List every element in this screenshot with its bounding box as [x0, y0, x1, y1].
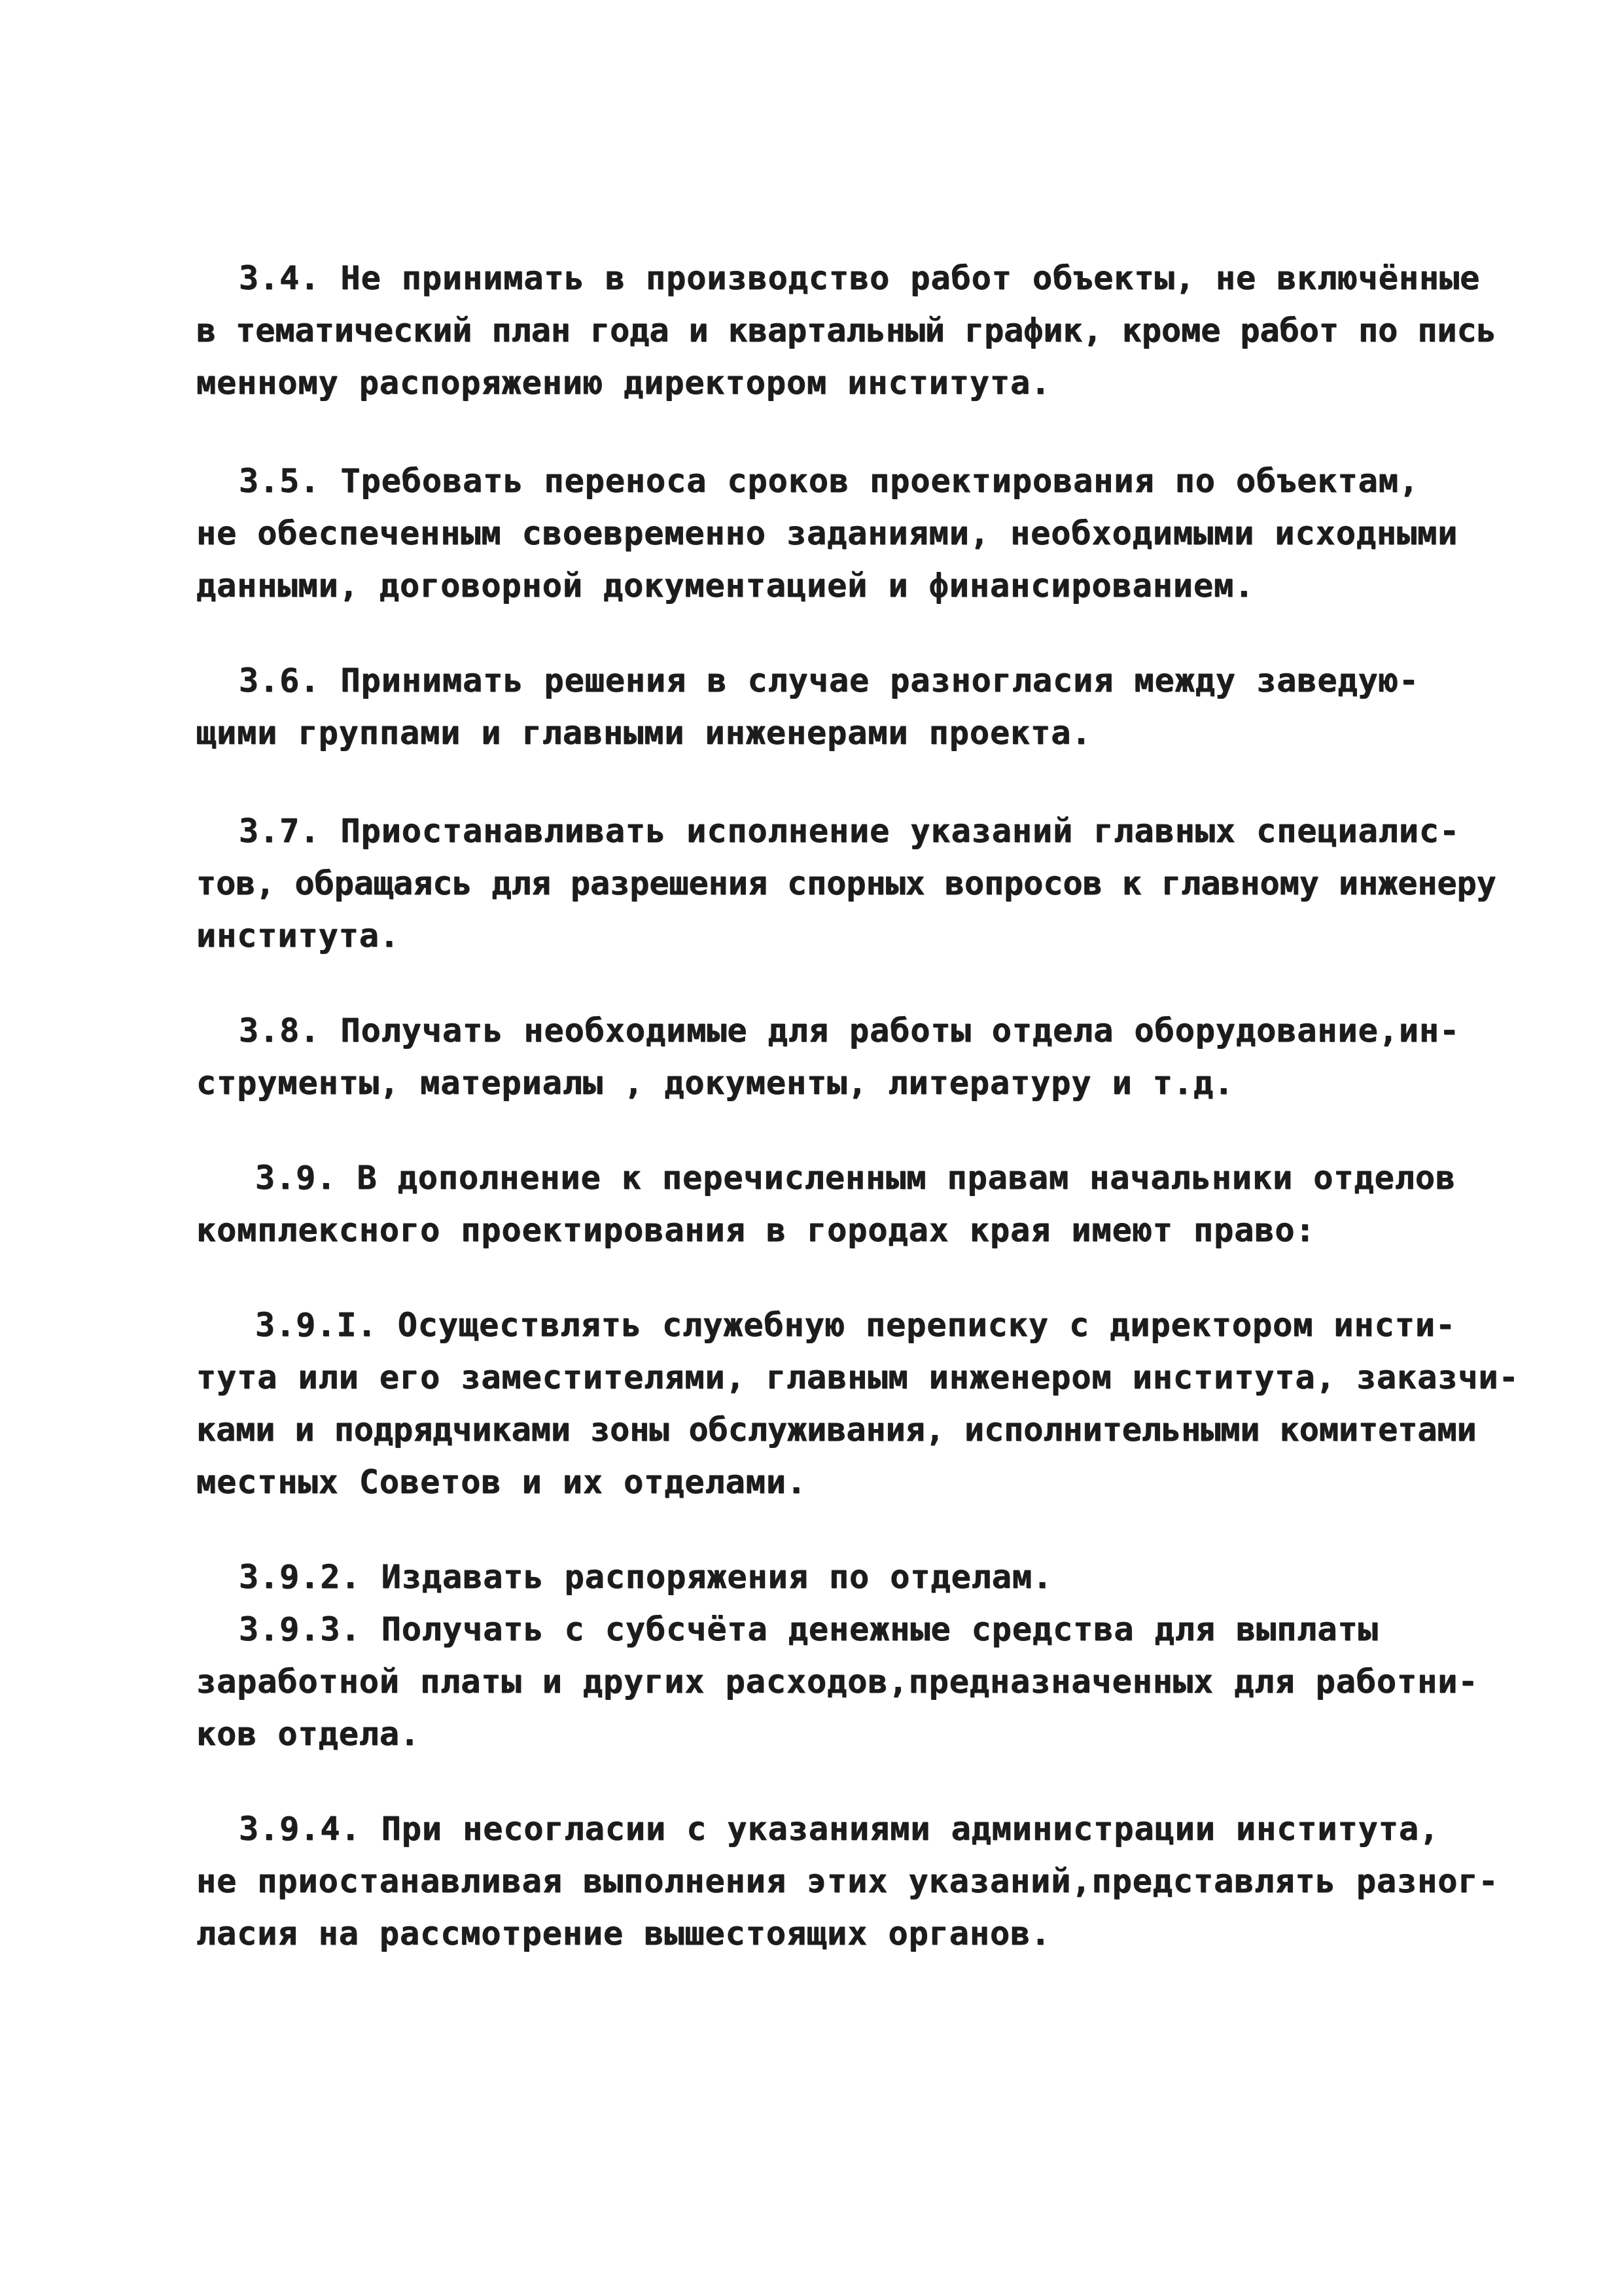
paragraph-3-5-line-3: данными, договорной документацией и финансированием.: [196, 567, 1255, 605]
paragraph-3-9-1-line-2: тута или его заместителями, главным инженером института, заказчи-: [196, 1358, 1519, 1396]
paragraph-3-9-4-line-3: ласия на рассмотрение вышестоящих органов.: [196, 1915, 1051, 1952]
paragraph-3-9-line-2: комплексного проектирования в городах края имеют право:: [196, 1211, 1316, 1249]
paragraph-3-8-line-1: 3.8. Получать необходимые для работы отдела оборудование,ин-: [239, 1012, 1460, 1050]
paragraph-3-5-line-1: 3.5. Требовать переноса сроков проектирования по объектам,: [239, 462, 1419, 500]
paragraph-3-9-4-line-1: 3.9.4. При несогласии с указаниями администрации института,: [239, 1810, 1440, 1848]
paragraph-3-9-3-line-2: заработной платы и других расходов,предназначенных для работни-: [196, 1663, 1479, 1701]
paragraph-3-4-line-3: менному распоряжению директором института.: [196, 364, 1051, 402]
paragraph-3-7-line-3: института.: [196, 917, 400, 955]
paragraph-3-9-1-line-1: 3.9.I. Осуществлять служебную переписку с директором инсти-: [255, 1306, 1456, 1344]
paragraph-3-9-3-line-3: ков отдела.: [196, 1715, 421, 1753]
paragraph-3-9-4-line-2: не приостанавливая выполнения этих указаний,представлять разног-: [196, 1862, 1499, 1900]
paragraph-3-9-1-line-3: ками и подрядчиками зоны обслуживания, исполнительными комитетами: [196, 1411, 1477, 1449]
paragraph-3-4-line-1: 3.4. Не принимать в производство работ объекты, не включённые: [239, 259, 1481, 297]
paragraph-3-8-line-2: струменты, материалы , документы, литературу и т.д.: [196, 1064, 1235, 1102]
paragraph-3-5-line-2: не обеспеченным своевременно заданиями, необходимыми исходными: [196, 514, 1458, 552]
paragraph-3-6-line-2: щими группами и главными инженерами проекта.: [196, 714, 1092, 752]
paragraph-3-7-line-1: 3.7. Приостанавливать исполнение указаний главных специалис-: [239, 812, 1460, 850]
paragraph-3-4-line-2: в тематический план года и квартальный график, кроме работ по пись: [196, 311, 1496, 349]
paragraph-3-9-3-line-1: 3.9.3. Получать с субсчёта денежные средства для выплаты: [239, 1610, 1379, 1648]
paragraph-3-9-2-line-1: 3.9.2. Издавать распоряжения по отделам.: [239, 1558, 1053, 1596]
paragraph-3-7-line-2: тов, обращаясь для разрешения спорных вопросов к главному инженеру: [196, 864, 1496, 902]
paragraph-3-9-line-1: 3.9. В дополнение к перечисленным правам начальники отделов: [255, 1159, 1456, 1197]
paragraph-3-6-line-1: 3.6. Принимать решения в случае разногласия между заведую-: [239, 662, 1419, 699]
paragraph-3-9-1-line-4: местных Советов и их отделами.: [196, 1463, 807, 1501]
